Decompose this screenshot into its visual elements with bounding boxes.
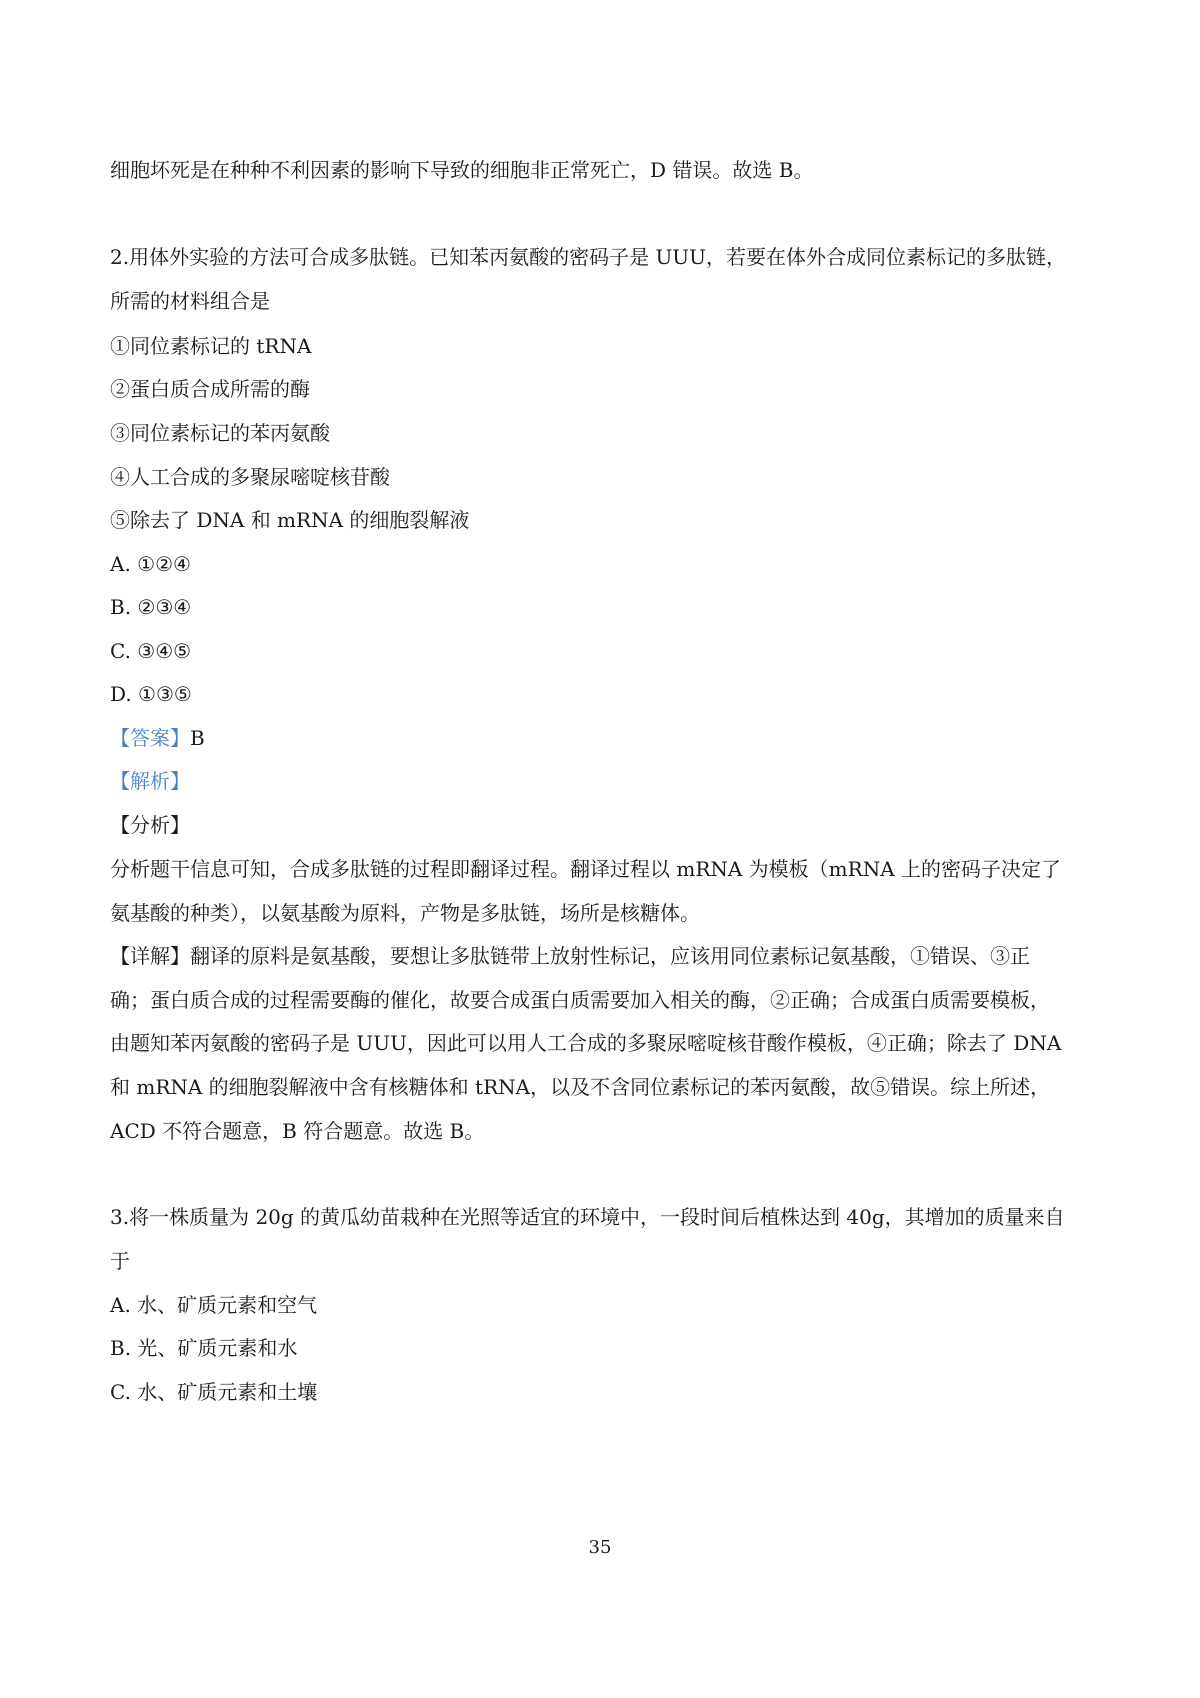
answer-value: B bbox=[190, 726, 205, 750]
xiangjie-tag: 【详解】 bbox=[110, 944, 190, 968]
q2-material-3: ③同位素标记的苯丙氨酸 bbox=[110, 421, 330, 445]
q2-answer bbox=[110, 724, 1100, 752]
xiangjie-line-1 bbox=[110, 942, 1100, 970]
xiangjie-line-5: ACD 不符合题意，B 符合题意。故选 B。 bbox=[110, 1119, 485, 1143]
page-number: 35 bbox=[588, 1537, 612, 1558]
previous-answer-tail: 细胞坏死是在种种不利因素的影响下导致的细胞非正常死亡，D 错误。故选 B。 bbox=[110, 158, 814, 182]
q2-material-5: ⑤除去了 DNA 和 mRNA 的细胞裂解液 bbox=[110, 508, 470, 532]
q2-stem-line-1: 2.用体外实验的方法可合成多肽链。已知苯丙氨酸的密码子是 UUU，若要在体外合成同位素标记的多肽链， bbox=[110, 245, 1067, 269]
q2-stem-line-2: 所需的材料组合是 bbox=[110, 289, 270, 313]
q3-option-a: A. 水、矿质元素和空气 bbox=[110, 1293, 318, 1317]
q3-option-b: B. 光、矿质元素和水 bbox=[110, 1336, 298, 1360]
xiangjie-line-2: 确；蛋白质合成的过程需要酶的催化，故要合成蛋白质需要加入相关的酶，②正确；合成蛋白质需要模板， bbox=[110, 988, 1050, 1012]
q3-stem-line-1: 3.将一株质量为 20g 的黄瓜幼苗栽种在光照等适宜的环境中，一段时间后植株达到 40g，其增加的质量来自 bbox=[110, 1205, 1065, 1229]
q2-option-c: C. ③④⑤ bbox=[110, 639, 192, 663]
q3-option-c: C. 水、矿质元素和土壤 bbox=[110, 1380, 318, 1404]
fenxi-tag: 【分析】 bbox=[110, 813, 190, 837]
q3-stem-line-2: 于 bbox=[110, 1249, 130, 1273]
xiangjie-line-4: 和 mRNA 的细胞裂解液中含有核糖体和 tRNA，以及不含同位素标记的苯丙氨酸，故⑤错误。综上所述， bbox=[110, 1075, 1051, 1099]
analysis-tag: 【解析】 bbox=[110, 769, 190, 793]
q2-option-b: B. ②③④ bbox=[110, 595, 192, 619]
q2-option-a: A. ①②④ bbox=[110, 552, 191, 576]
xiangjie-line-3: 由题知苯丙氨酸的密码子是 UUU，因此可以用人工合成的多聚尿嘧啶核苷酸作模板，④正确；除去了 DNA bbox=[110, 1031, 1062, 1055]
answer-tag: 【答案】 bbox=[110, 726, 190, 750]
q2-material-1: ①同位素标记的 tRNA bbox=[110, 334, 312, 358]
q2-material-2: ②蛋白质合成所需的酶 bbox=[110, 377, 310, 401]
fenxi-line-2: 氨基酸的种类），以氨基酸为原料，产物是多肽链，场所是核糖体。 bbox=[110, 901, 700, 925]
xiangjie-text-1: 翻译的原料是氨基酸，要想让多肽链带上放射性标记，应该用同位素标记氨基酸，①错误、③正 bbox=[190, 944, 1030, 968]
fenxi-line-1: 分析题干信息可知，合成多肽链的过程即翻译过程。翻译过程以 mRNA 为模板（mRNA 上的密码子决定了 bbox=[110, 857, 1062, 881]
q2-material-4: ④人工合成的多聚尿嘧啶核苷酸 bbox=[110, 465, 390, 489]
q2-option-d: D. ①③⑤ bbox=[110, 682, 192, 706]
